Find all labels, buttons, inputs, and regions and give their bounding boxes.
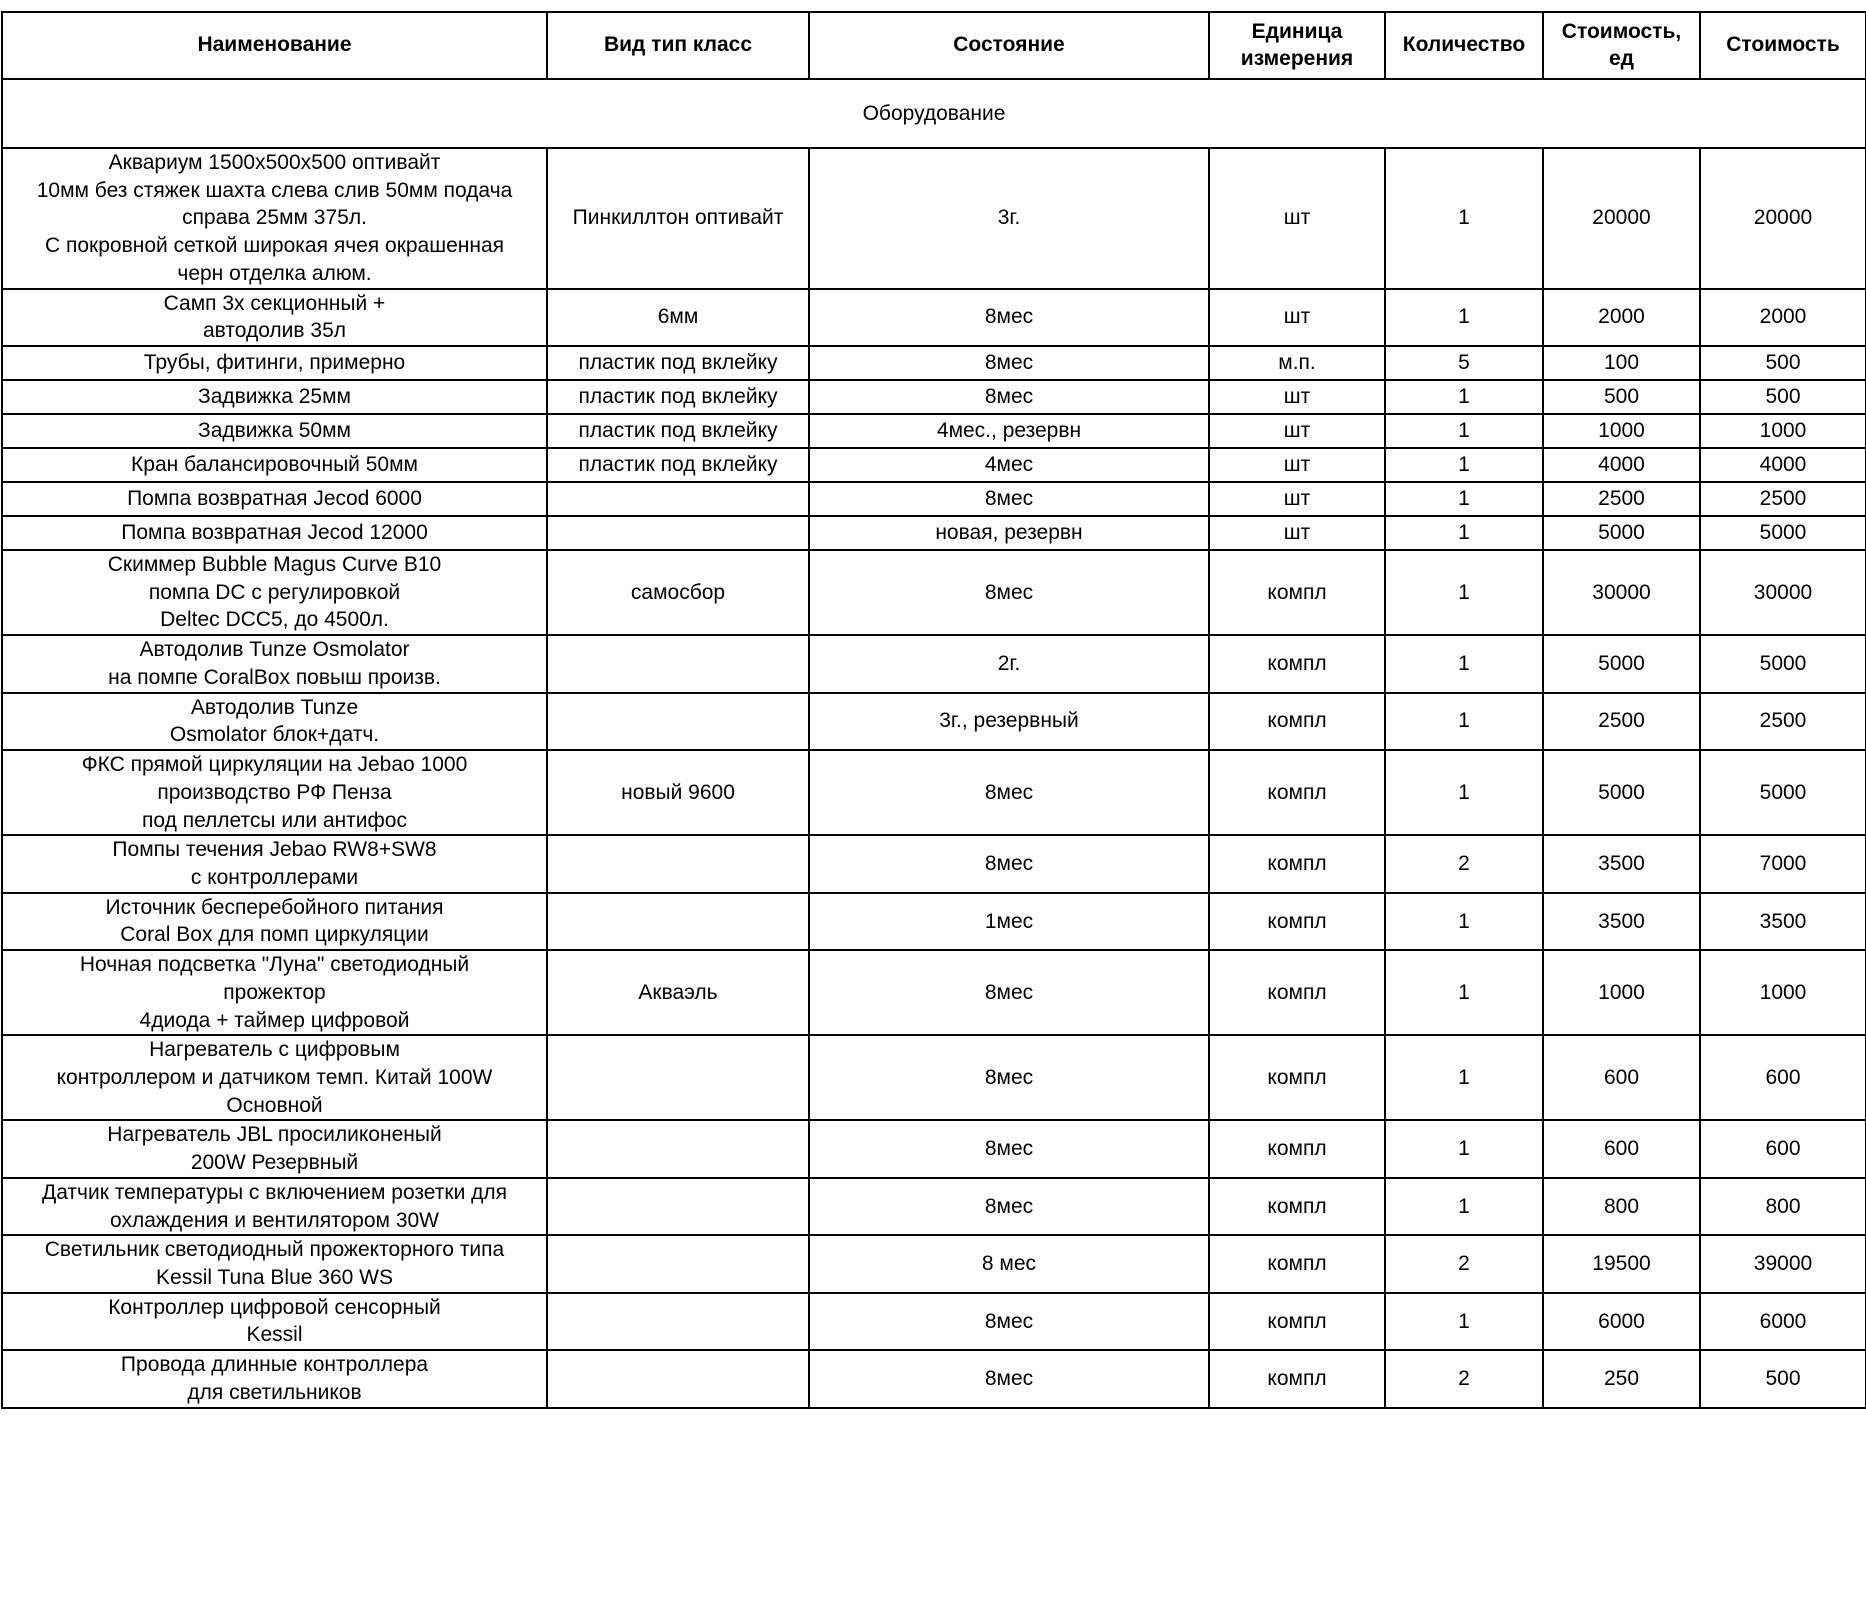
cell-name: Задвижка 25мм — [2, 380, 547, 414]
table-row — [2, 950, 1866, 1035]
table-row — [2, 1293, 1866, 1350]
cell-unit: компл — [1209, 893, 1385, 950]
cell-unit: компл — [1209, 693, 1385, 750]
cell-qty: 1 — [1385, 550, 1543, 635]
cell-name: ФКС прямой циркуляции на Jebao 1000 производство РФ Пенза под пеллетсы или антифос — [2, 750, 547, 835]
cell-state: 1мес — [809, 893, 1209, 950]
header-unit: Единица измерения — [1209, 12, 1385, 79]
cell-unit: компл — [1209, 1293, 1385, 1350]
cell-unit: м.п. — [1209, 346, 1385, 380]
cell-unit-price: 100 — [1543, 346, 1700, 380]
cell-type: Пинкиллтон оптивайт — [547, 148, 809, 289]
cell-name: Трубы, фитинги, примерно — [2, 346, 547, 380]
cell-total: 600 — [1700, 1120, 1866, 1177]
header-state: Состояние — [809, 12, 1209, 79]
table-row — [2, 380, 1866, 414]
cell-total: 500 — [1700, 346, 1866, 380]
cell-state: 8мес — [809, 482, 1209, 516]
cell-total: 500 — [1700, 1350, 1866, 1407]
header-type: Вид тип класс — [547, 12, 809, 79]
cell-name: Задвижка 50мм — [2, 414, 547, 448]
cell-name: Нагреватель JBL просиликоненый 200W Резервный — [2, 1120, 547, 1177]
cell-qty: 1 — [1385, 693, 1543, 750]
cell-unit-price: 20000 — [1543, 148, 1700, 289]
cell-total: 1000 — [1700, 950, 1866, 1035]
cell-name: Аквариум 1500х500х500 оптивайт 10мм без стяжек шахта слева слив 50мм подача справа 25мм 375л. С покровной сеткой широкая ячея окрашенная черн отделка алюм. — [2, 148, 547, 289]
cell-total: 1000 — [1700, 414, 1866, 448]
cell-state: 8мес — [809, 1120, 1209, 1177]
table-row — [2, 482, 1866, 516]
cell-unit: шт — [1209, 380, 1385, 414]
cell-state: 8мес — [809, 550, 1209, 635]
header-unit-price: Стоимость, ед — [1543, 12, 1700, 79]
cell-total: 5000 — [1700, 635, 1866, 692]
cell-qty: 1 — [1385, 289, 1543, 346]
header-total: Стоимость — [1700, 12, 1866, 79]
cell-total: 4000 — [1700, 448, 1866, 482]
cell-unit: компл — [1209, 950, 1385, 1035]
cell-unit-price: 3500 — [1543, 835, 1700, 892]
cell-total: 39000 — [1700, 1235, 1866, 1292]
cell-unit-price: 500 — [1543, 380, 1700, 414]
cell-qty: 1 — [1385, 1293, 1543, 1350]
table-row — [2, 414, 1866, 448]
cell-name: Провода длинные контроллера для светильников — [2, 1350, 547, 1407]
table-row — [2, 148, 1866, 289]
cell-type — [547, 516, 809, 550]
cell-name: Самп 3х секционный + автодолив 35л — [2, 289, 547, 346]
cell-name: Кран балансировочный 50мм — [2, 448, 547, 482]
cell-qty: 1 — [1385, 1178, 1543, 1235]
cell-state: 8мес — [809, 1350, 1209, 1407]
cell-type — [547, 635, 809, 692]
cell-type — [547, 1293, 809, 1350]
cell-type: пластик под вклейку — [547, 414, 809, 448]
cell-unit: шт — [1209, 516, 1385, 550]
cell-qty: 1 — [1385, 950, 1543, 1035]
table-row — [2, 693, 1866, 750]
table-row — [2, 1235, 1866, 1292]
header-name: Наименование — [2, 12, 547, 79]
cell-qty: 1 — [1385, 1120, 1543, 1177]
table-row — [2, 346, 1866, 380]
cell-qty: 2 — [1385, 1350, 1543, 1407]
cell-unit-price: 5000 — [1543, 516, 1700, 550]
cell-total: 600 — [1700, 1035, 1866, 1120]
cell-state: 8 мес — [809, 1235, 1209, 1292]
cell-unit: компл — [1209, 1120, 1385, 1177]
cell-total: 3500 — [1700, 893, 1866, 950]
cell-qty: 1 — [1385, 380, 1543, 414]
cell-type: 6мм — [547, 289, 809, 346]
cell-unit: компл — [1209, 550, 1385, 635]
table-row — [2, 289, 1866, 346]
cell-total: 800 — [1700, 1178, 1866, 1235]
cell-type: Акваэль — [547, 950, 809, 1035]
cell-name: Источник бесперебойного питания Coral Box для помп циркуляции — [2, 893, 547, 950]
cell-qty: 5 — [1385, 346, 1543, 380]
cell-qty: 1 — [1385, 1035, 1543, 1120]
cell-unit-price: 800 — [1543, 1178, 1700, 1235]
header-qty: Количество — [1385, 12, 1543, 79]
cell-type: пластик под вклейку — [547, 346, 809, 380]
cell-type: пластик под вклейку — [547, 380, 809, 414]
cell-state: 8мес — [809, 289, 1209, 346]
table-row — [2, 635, 1866, 692]
cell-total: 5000 — [1700, 750, 1866, 835]
cell-state: 8мес — [809, 1035, 1209, 1120]
table-row — [2, 1350, 1866, 1407]
cell-type — [547, 1350, 809, 1407]
cell-qty: 1 — [1385, 482, 1543, 516]
cell-unit-price: 2500 — [1543, 482, 1700, 516]
table-row — [2, 835, 1866, 892]
table-row — [2, 516, 1866, 550]
cell-unit: шт — [1209, 448, 1385, 482]
cell-qty: 2 — [1385, 835, 1543, 892]
cell-name: Помпа возвратная Jecod 6000 — [2, 482, 547, 516]
cell-unit: шт — [1209, 414, 1385, 448]
cell-unit: компл — [1209, 1178, 1385, 1235]
cell-unit: компл — [1209, 750, 1385, 835]
cell-type — [547, 693, 809, 750]
cell-qty: 1 — [1385, 635, 1543, 692]
cell-name: Нагреватель с цифровым контроллером и датчиком темп. Китай 100W Основной — [2, 1035, 547, 1120]
cell-unit: компл — [1209, 835, 1385, 892]
cell-qty: 1 — [1385, 750, 1543, 835]
cell-state: 8мес — [809, 950, 1209, 1035]
section-title: Оборудование — [2, 79, 1866, 148]
cell-state: 8мес — [809, 1293, 1209, 1350]
table-row — [2, 1120, 1866, 1177]
cell-type: самосбор — [547, 550, 809, 635]
cell-unit-price: 600 — [1543, 1035, 1700, 1120]
cell-unit-price: 3500 — [1543, 893, 1700, 950]
cell-name: Скиммер Bubble Magus Curve B10 помпа DC с регулировкой Deltec DCC5, до 4500л. — [2, 550, 547, 635]
cell-qty: 1 — [1385, 516, 1543, 550]
cell-unit-price: 1000 — [1543, 950, 1700, 1035]
cell-state: 8мес — [809, 1178, 1209, 1235]
cell-unit-price: 1000 — [1543, 414, 1700, 448]
cell-unit-price: 30000 — [1543, 550, 1700, 635]
cell-state: 2г. — [809, 635, 1209, 692]
table-row — [2, 1178, 1866, 1235]
cell-unit-price: 6000 — [1543, 1293, 1700, 1350]
table-body — [2, 79, 1866, 1408]
cell-type — [547, 482, 809, 516]
cell-unit: шт — [1209, 289, 1385, 346]
table-row — [2, 750, 1866, 835]
cell-unit: компл — [1209, 1235, 1385, 1292]
cell-state: новая, резервн — [809, 516, 1209, 550]
section-row — [2, 79, 1866, 148]
cell-qty: 2 — [1385, 1235, 1543, 1292]
cell-name: Автодолив Tunze Osmolator блок+датч. — [2, 693, 547, 750]
table-row — [2, 448, 1866, 482]
cell-unit-price: 250 — [1543, 1350, 1700, 1407]
header-row — [2, 12, 1866, 79]
cell-unit-price: 2500 — [1543, 693, 1700, 750]
cell-qty: 1 — [1385, 448, 1543, 482]
cell-unit-price: 600 — [1543, 1120, 1700, 1177]
cell-unit: шт — [1209, 148, 1385, 289]
table-row — [2, 893, 1866, 950]
cell-total: 2500 — [1700, 693, 1866, 750]
cell-state: 3г., резервный — [809, 693, 1209, 750]
cell-type — [547, 1178, 809, 1235]
cell-name: Датчик температуры с включением розетки для охлаждения и вентилятором 30W — [2, 1178, 547, 1235]
cell-unit: компл — [1209, 1035, 1385, 1120]
cell-total: 2500 — [1700, 482, 1866, 516]
cell-qty: 1 — [1385, 414, 1543, 448]
cell-name: Светильник светодиодный прожекторного типа Kessil Tuna Blue 360 WS — [2, 1235, 547, 1292]
cell-name: Контроллер цифровой сенсорный Kessil — [2, 1293, 547, 1350]
cell-total: 7000 — [1700, 835, 1866, 892]
cell-type: новый 9600 — [547, 750, 809, 835]
cell-type — [547, 835, 809, 892]
cell-unit-price: 5000 — [1543, 635, 1700, 692]
cell-name: Автодолив Tunze Osmolator на помпе CoralBox повыш произв. — [2, 635, 547, 692]
cell-type — [547, 1035, 809, 1120]
cell-type — [547, 1120, 809, 1177]
cell-state: 8мес — [809, 346, 1209, 380]
cell-unit: компл — [1209, 635, 1385, 692]
cell-state: 3г. — [809, 148, 1209, 289]
cell-name: Ночная подсветка "Луна" светодиодный прожектор 4диода + таймер цифровой — [2, 950, 547, 1035]
cell-total: 6000 — [1700, 1293, 1866, 1350]
cell-state: 8мес — [809, 380, 1209, 414]
cell-total: 2000 — [1700, 289, 1866, 346]
cell-unit: компл — [1209, 1350, 1385, 1407]
cell-total: 5000 — [1700, 516, 1866, 550]
cell-unit-price: 2000 — [1543, 289, 1700, 346]
equipment-table — [1, 11, 1866, 1409]
cell-type — [547, 893, 809, 950]
cell-total: 30000 — [1700, 550, 1866, 635]
cell-total: 500 — [1700, 380, 1866, 414]
cell-state: 4мес., резервн — [809, 414, 1209, 448]
table-row — [2, 550, 1866, 635]
cell-unit: шт — [1209, 482, 1385, 516]
cell-type — [547, 1235, 809, 1292]
cell-unit-price: 19500 — [1543, 1235, 1700, 1292]
cell-unit-price: 4000 — [1543, 448, 1700, 482]
cell-state: 4мес — [809, 448, 1209, 482]
cell-state: 8мес — [809, 750, 1209, 835]
cell-state: 8мес — [809, 835, 1209, 892]
cell-total: 20000 — [1700, 148, 1866, 289]
cell-qty: 1 — [1385, 893, 1543, 950]
cell-name: Помпы течения Jebao RW8+SW8 с контроллерами — [2, 835, 547, 892]
cell-unit-price: 5000 — [1543, 750, 1700, 835]
cell-name: Помпа возвратная Jecod 12000 — [2, 516, 547, 550]
cell-qty: 1 — [1385, 148, 1543, 289]
cell-type: пластик под вклейку — [547, 448, 809, 482]
table-row — [2, 1035, 1866, 1120]
